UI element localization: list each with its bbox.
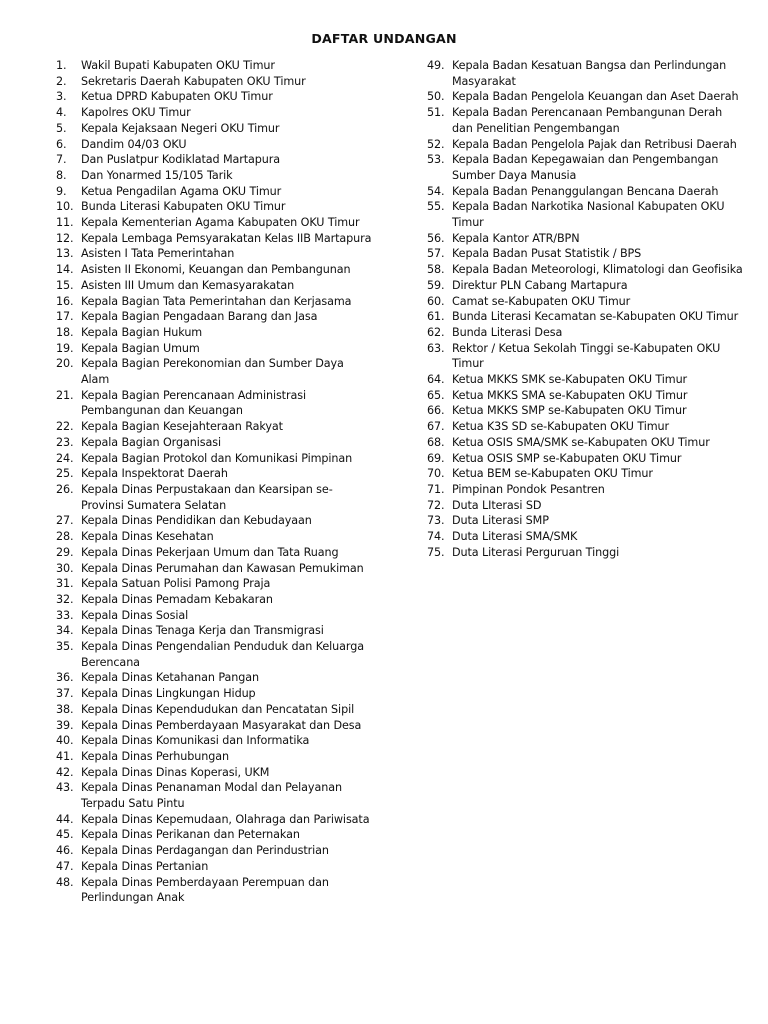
list-item-number: 67. [427,420,445,434]
list-item-text: Kepala Bagian Pengadaan Barang dan Jasa [81,310,318,324]
list-item-text: Kepala Dinas Tenaga Kerja dan Transmigrasi [81,624,324,638]
list-item [427,309,743,325]
list-item-number: 14. [56,263,74,277]
list-item-number: 36. [56,671,74,685]
list-item [427,466,743,482]
list-item-number: 47. [56,859,74,873]
list-item-number: 8. [56,168,67,182]
list-item [427,89,743,105]
list-item-text: Kepala Dinas Ketahanan Pangan [81,671,259,685]
list-item [56,246,372,262]
list-item-number: 45. [56,828,74,842]
list-item-text: Dandim 04/03 OKU [81,137,187,151]
list-item-number: 60. [427,294,445,308]
list-item-text: Kepala Kantor ATR/BPN [452,231,580,245]
list-item [56,325,372,341]
list-item [427,199,743,230]
list-item-number: 68. [427,435,445,449]
list-item [56,859,372,875]
list-item-text: Kepala Bagian Perencanaan Administrasi Pembangunan dan Keuangan [81,388,306,418]
list-item-text: Kepala Dinas Pekerjaan Umum dan Tata Ruang [81,545,339,559]
list-item-number: 41. [56,749,74,763]
invitation-list-left [56,58,372,906]
list-item [56,184,372,200]
list-item [427,341,743,372]
list-item [427,262,743,278]
list-item-number: 51. [427,106,445,120]
list-item-text: Kepala Dinas Pendidikan dan Kebudayaan [81,514,312,528]
list-item-number: 35. [56,640,74,654]
list-item-text: Kepala Satuan Polisi Pamong Praja [81,577,271,591]
list-item [56,529,372,545]
list-item-number: 4. [56,106,67,120]
list-item [427,184,743,200]
list-item [427,513,743,529]
list-item-text: Kepala Dinas Pemadam Kebakaran [81,592,273,606]
list-item-number: 1. [56,59,67,72]
list-item-number: 62. [427,325,445,339]
list-item-number: 15. [56,278,74,292]
list-item-number: 50. [427,90,445,104]
list-item-number: 10. [56,200,74,214]
list-item [56,309,372,325]
list-item-text: Duta LIterasi SD [452,498,542,512]
list-item-text: Sekretaris Daerah Kabupaten OKU Timur [81,74,306,88]
list-item [56,105,372,121]
list-item-number: 9. [56,184,67,198]
list-item-number: 20. [56,357,74,371]
list-item-number: 40. [56,734,74,748]
list-item [427,294,743,310]
list-item [427,419,743,435]
list-item-text: Kepala Kementerian Agama Kabupaten OKU Timur [81,216,360,230]
list-item-number: 44. [56,812,74,826]
list-item-text: Pimpinan Pondok Pesantren [452,482,605,496]
list-item-number: 59. [427,278,445,292]
list-item [427,372,743,388]
list-item [56,89,372,105]
list-item [56,419,372,435]
list-item [56,875,372,906]
list-item-text: Ketua MKKS SMK se-Kabupaten OKU Timur [452,373,688,387]
list-item-number: 31. [56,577,74,591]
list-item [56,827,372,843]
list-item-text: Kepala Bagian Hukum [81,325,203,339]
list-item-text: Kepala Badan Penanggulangan Bencana Daerah [452,184,719,198]
list-item-text: Asisten III Umum dan Kemasyarakatan [81,278,295,292]
list-item-number: 25. [56,467,74,481]
list-item [56,121,372,137]
list-item [427,403,743,419]
list-item-number: 72. [427,498,445,512]
list-item-number: 34. [56,624,74,638]
invitation-list-right [427,58,743,561]
list-item [56,608,372,624]
list-item [56,670,372,686]
list-item-text: Kepala Dinas Pemberdayaan Masyarakat dan Desa [81,718,362,732]
list-item [56,733,372,749]
list-item-number: 54. [427,184,445,198]
list-item-text: Kepala Badan Pengelola Keuangan dan Aset Daerah [452,90,739,104]
list-item-text: Rektor / Ketua Sekolah Tinggi se-Kabupaten OKU Timur [452,341,721,371]
list-item-number: 52. [427,137,445,151]
list-item-number: 29. [56,545,74,559]
list-item-number: 43. [56,781,74,795]
list-item-text: Ketua Pengadilan Agama OKU Timur [81,184,282,198]
list-item-number: 74. [427,530,445,544]
list-item-text: Bunda Literasi Desa [452,325,563,339]
list-item-text: Kepala Dinas Pemberdayaan Perempuan dan Perlindungan Anak [81,875,329,905]
list-item-text: Kepala Dinas Perhubungan [81,749,229,763]
list-item-text: Kepala Bagian Kesejahteraan Rakyat [81,420,283,434]
list-item [56,58,372,74]
list-item-number: 56. [427,231,445,245]
list-item [56,749,372,765]
list-item [56,262,372,278]
list-item-text: Camat se-Kabupaten OKU Timur [452,294,631,308]
list-item-text: Asisten II Ekonomi, Keuangan dan Pembangunan [81,263,351,277]
list-item-text: Kapolres OKU Timur [81,106,191,120]
list-item-text: Kepala Dinas Pertanian [81,859,209,873]
list-item [56,765,372,781]
list-item-text: Kepala Dinas Perikanan dan Peternakan [81,828,300,842]
list-item [56,74,372,90]
list-item-text: Kepala Dinas Komunikasi dan Informatika [81,734,310,748]
list-item-number: 30. [56,561,74,575]
list-item-number: 73. [427,514,445,528]
list-item-number: 2. [56,74,67,88]
list-item-number: 23. [56,435,74,449]
list-item [56,482,372,513]
list-item-text: Duta Literasi Perguruan Tinggi [452,545,620,559]
list-item-number: 55. [427,200,445,214]
list-item-text: Ketua MKKS SMA se-Kabupaten OKU Timur [452,388,688,402]
list-item-text: Kepala Badan Pengelola Pajak dan Retribusi Daerah [452,137,737,151]
list-item [427,498,743,514]
list-item [56,545,372,561]
list-item-text: Bunda Literasi Kabupaten OKU Timur [81,200,286,214]
list-item-text: Kepala Dinas Kependudukan dan Pencatatan Sipil [81,702,355,716]
list-item-text: Duta Literasi SMA/SMK [452,530,578,544]
list-item [427,388,743,404]
list-item-text: Kepala Dinas Sosial [81,608,189,622]
list-item [56,623,372,639]
list-item [427,152,743,183]
list-item [56,576,372,592]
list-item-number: 42. [56,765,74,779]
list-item-text: Kepala Badan Kepegawaian dan Pengembangan Sumber Daya Manusia [452,153,719,182]
list-item-text: Wakil Bupati Kabupaten OKU Timur [81,59,275,72]
list-item-text: Kepala Badan Pusat Statistik / BPS [452,247,642,261]
list-item [56,199,372,215]
list-item-text: Ketua OSIS SMP se-Kabupaten OKU Timur [452,451,682,465]
list-item-number: 48. [56,875,74,889]
list-item-number: 27. [56,514,74,528]
list-item [427,325,743,341]
list-item-number: 57. [427,247,445,261]
list-item [427,435,743,451]
list-item [427,545,743,561]
list-item-text: Ketua K3S SD se-Kabupaten OKU Timur [452,420,670,434]
list-item-number: 70. [427,467,445,481]
list-item-number: 26. [56,482,74,496]
list-item [56,513,372,529]
list-item-number: 69. [427,451,445,465]
list-item-number: 5. [56,121,67,135]
list-item-text: Kepala Dinas Pengendalian Penduduk dan Keluarga Berencana [81,640,364,669]
list-item-number: 21. [56,388,74,402]
list-item-text: Ketua BEM se-Kabupaten OKU Timur [452,467,653,481]
list-item-text: Kepala Dinas Penanaman Modal dan Pelayanan Terpadu Satu Pintu [81,781,342,811]
list-item-number: 63. [427,341,445,355]
list-item-number: 65. [427,388,445,402]
list-item-text: Kepala Badan Perencanaan Pembangunan Derah dan Penelitian Pengembangan [452,106,723,135]
list-item-text: Kepala Dinas Lingkungan Hidup [81,687,256,701]
list-item-number: 32. [56,592,74,606]
list-item-number: 71. [427,482,445,496]
list-item [427,482,743,498]
list-item [56,341,372,357]
list-item-number: 18. [56,325,74,339]
list-item-text: Duta Literasi SMP [452,514,549,528]
list-item [56,812,372,828]
list-item [427,58,743,89]
list-item [56,451,372,467]
list-item [56,718,372,734]
list-item-number: 64. [427,373,445,387]
list-item-number: 11. [56,216,74,230]
list-item-number: 17. [56,310,74,324]
list-item-text: Kepala Dinas Perdagangan dan Perindustrian [81,844,329,858]
list-item-text: Ketua MKKS SMP se-Kabupaten OKU Timur [452,404,687,418]
list-item-number: 28. [56,530,74,544]
list-item-number: 37. [56,687,74,701]
list-item-number: 66. [427,404,445,418]
list-item [427,529,743,545]
list-item-text: Dan Puslatpur Kodiklatad Martapura [81,153,281,167]
list-item-text: Kepala Bagian Protokol dan Komunikasi Pimpinan [81,451,353,465]
document-title: DAFTAR UNDANGAN [311,31,457,46]
list-item-number: 58. [427,263,445,277]
list-item [427,105,743,136]
list-item-number: 16. [56,294,74,308]
list-item-text: Kepala Badan Kesatuan Bangsa dan Perlindungan Masyarakat [452,59,727,88]
list-item [56,215,372,231]
list-item-number: 49. [427,59,445,72]
list-item [56,780,372,811]
list-item [56,843,372,859]
list-item-text: Kepala Dinas Kesehatan [81,530,214,544]
list-item-number: 19. [56,341,74,355]
list-item-number: 22. [56,420,74,434]
list-item [56,435,372,451]
list-item-number: 12. [56,231,74,245]
list-item [56,278,372,294]
list-item-text: Kepala Badan Narkotika Nasional Kabupaten OKU Timur [452,200,725,230]
list-item-number: 7. [56,153,67,167]
list-item-text: Dan Yonarmed 15/105 Tarik [81,168,233,182]
list-item-number: 75. [427,545,445,559]
list-item-text: Kepala Badan Meteorologi, Klimatologi dan Geofisika [452,263,743,277]
list-item [427,278,743,294]
list-item-text: Kepala Kejaksaan Negeri OKU Timur [81,121,280,135]
list-item-text: Bunda Literasi Kecamatan se-Kabupaten OKU Timur [452,310,739,324]
list-item-text: Asisten I Tata Pemerintahan [81,247,235,261]
list-item [56,686,372,702]
list-item [56,639,372,670]
list-item [427,246,743,262]
list-item-number: 38. [56,702,74,716]
list-item [56,388,372,419]
list-item-text: Direktur PLN Cabang Martapura [452,278,628,292]
list-item-text: Kepala Dinas Perpustakaan dan Kearsipan se-Provinsi Sumatera Selatan [81,482,333,512]
list-item [56,152,372,168]
list-item-text: Ketua OSIS SMA/SMK se-Kabupaten OKU Timur [452,435,710,449]
list-item [56,702,372,718]
list-item-text: Kepala Dinas Dinas Koperasi, UKM [81,765,270,779]
list-item [56,356,372,387]
list-item [56,592,372,608]
list-item-number: 6. [56,137,67,151]
list-item-number: 39. [56,718,74,732]
list-item-text: Kepala Lembaga Pemsyarakatan Kelas IIB Martapura [81,231,372,245]
list-item [427,231,743,247]
list-item [56,137,372,153]
list-item-number: 13. [56,247,74,261]
list-item-text: Kepala Dinas Kepemudaan, Olahraga dan Pariwisata [81,812,370,826]
list-item [56,561,372,577]
list-item-text: Kepala Bagian Tata Pemerintahan dan Kerjasama [81,294,352,308]
list-item [56,294,372,310]
list-item-number: 61. [427,310,445,324]
list-item-text: Kepala Bagian Organisasi [81,435,221,449]
list-item [427,137,743,153]
list-item-text: Kepala Inspektorat Daerah [81,467,228,481]
list-item-number: 46. [56,844,74,858]
list-item [56,466,372,482]
list-item-text: Kepala Bagian Perekonomian dan Sumber Daya Alam [81,357,344,387]
list-item-text: Kepala Dinas Perumahan dan Kawasan Pemukiman [81,561,364,575]
list-item-number: 3. [56,90,67,104]
list-item [56,168,372,184]
list-item [56,231,372,247]
list-item-number: 24. [56,451,74,465]
list-item-number: 53. [427,153,445,167]
list-item [427,451,743,467]
list-item-text: Ketua DPRD Kabupaten OKU Timur [81,90,273,104]
list-item-text: Kepala Bagian Umum [81,341,200,355]
list-item-number: 33. [56,608,74,622]
